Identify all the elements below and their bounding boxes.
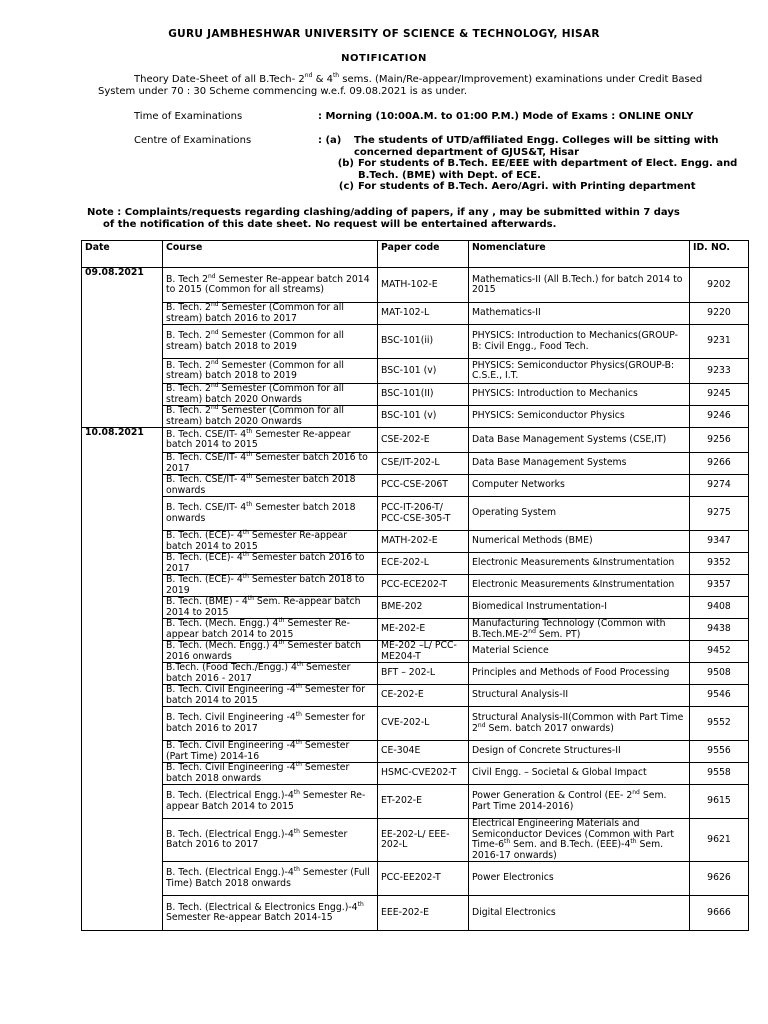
cell-nomenclature: PHYSICS: Introduction to Mechanics: [469, 384, 690, 406]
cell-nomenclature: Manufacturing Technology (Common with B.Tech.ME-2nd Sem. PT): [469, 619, 690, 641]
table-row: [82, 553, 749, 575]
cell-nomenclature: Biomedical Instrumentation-I: [469, 597, 690, 619]
centre-item: [318, 181, 748, 193]
cell-course: B. Tech. CSE/IT- 4th Semester Re-appear batch 2014 to 2015: [163, 428, 378, 453]
cell-id: 9615: [690, 785, 749, 819]
cell-course: B. Tech. 2nd Semester (Common for all stream) batch 2020 Onwards: [163, 384, 378, 406]
table-row: [82, 763, 749, 785]
cell-id: 9233: [690, 359, 749, 384]
header-nomenclature: Nomenclature: [469, 241, 690, 268]
cell-id: 9408: [690, 597, 749, 619]
cell-paper-code: EEE-202-E: [378, 896, 469, 931]
note-line-1: Note : Complaints/requests regarding clashing/adding of papers, if any , may be submitted within 7 days: [87, 207, 680, 218]
table-row: [82, 303, 749, 325]
table-row: [82, 862, 749, 896]
cell-course: B. Tech. Civil Engineering -4th Semester for batch 2014 to 2015: [163, 685, 378, 707]
cell-paper-code: HSMC-CVE202-T: [378, 763, 469, 785]
cell-nomenclature: PHYSICS: Semiconductor Physics(GROUP-B: C.S.E., I.T.: [469, 359, 690, 384]
cell-paper-code: PCC-CSE-206T: [378, 475, 469, 497]
cell-course: B. Tech. CSE/IT- 4th Semester batch 2016 to 2017: [163, 453, 378, 475]
cell-paper-code: BME-202: [378, 597, 469, 619]
cell-course: B. Tech 2nd Semester Re-appear batch 2014 to 2015 (Common for all streams): [163, 268, 378, 303]
table-row: [82, 359, 749, 384]
cell-nomenclature: Power Generation & Control (EE- 2nd Sem. Part Time 2014-2016): [469, 785, 690, 819]
centre-label: Centre of Examinations: [134, 135, 252, 146]
notification-heading: NOTIFICATION: [341, 53, 427, 64]
table-body: [82, 268, 749, 931]
cell-nomenclature: Principles and Methods of Food Processing: [469, 663, 690, 685]
cell-paper-code: ET-202-E: [378, 785, 469, 819]
cell-paper-code: BSC-101 (v): [378, 359, 469, 384]
cell-id: 9245: [690, 384, 749, 406]
cell-id: 9256: [690, 428, 749, 453]
cell-id: 9246: [690, 406, 749, 428]
table-header-row: [82, 241, 749, 268]
cell-id: 9231: [690, 325, 749, 359]
cell-course: B. Tech. 2nd Semester (Common for all stream) batch 2020 Onwards: [163, 406, 378, 428]
cell-course: B. Tech. (Mech. Engg.) 4th Semester Re-appear batch 2014 to 2015: [163, 619, 378, 641]
centre-item-text: For students of B.Tech. Aero/Agri. with Printing department: [358, 181, 696, 192]
cell-course: B. Tech. CSE/IT- 4th Semester batch 2018 onwards: [163, 497, 378, 531]
table-row: [82, 619, 749, 641]
cell-nomenclature: PHYSICS: Semiconductor Physics: [469, 406, 690, 428]
cell-paper-code: MATH-102-E: [378, 268, 469, 303]
centre-list: [318, 135, 748, 193]
time-label: Time of Examinations: [134, 111, 243, 122]
cell-id: 9357: [690, 575, 749, 597]
cell-course: B. Tech. (Mech. Engg.) 4th Semester batch 2016 onwards: [163, 641, 378, 663]
table-row: [82, 741, 749, 763]
centre-item-text: The students of UTD/affiliated Engg. Colleges will be sitting with concerned department of GJUS&T, Hisar: [354, 135, 719, 158]
cell-nomenclature: Civil Engg. – Societal & Global Impact: [469, 763, 690, 785]
cell-id: 9274: [690, 475, 749, 497]
cell-id: 9666: [690, 896, 749, 931]
cell-nomenclature: Operating System: [469, 497, 690, 531]
cell-nomenclature: Structural Analysis-II: [469, 685, 690, 707]
cell-paper-code: CE-202-E: [378, 685, 469, 707]
cell-paper-code: CE-304E: [378, 741, 469, 763]
cell-id: 9556: [690, 741, 749, 763]
cell-id: 9558: [690, 763, 749, 785]
cell-paper-code: BSC-101 (v): [378, 406, 469, 428]
cell-paper-code: PCC-EE202-T: [378, 862, 469, 896]
cell-nomenclature: Data Base Management Systems (CSE,IT): [469, 428, 690, 453]
cell-course: B. Tech. 2nd Semester (Common for all stream) batch 2018 to 2019: [163, 325, 378, 359]
cell-id: 9621: [690, 819, 749, 862]
note-line-2: of the notification of this date sheet. No request will be entertained afterwards.: [103, 218, 557, 230]
cell-paper-code: PCC-ECE202-T: [378, 575, 469, 597]
cell-nomenclature: Design of Concrete Structures-II: [469, 741, 690, 763]
cell-course: B. Tech. (Electrical Engg.)-4th Semester Batch 2016 to 2017: [163, 819, 378, 862]
table-row: [82, 663, 749, 685]
cell-nomenclature: Digital Electronics: [469, 896, 690, 931]
table-row: [82, 428, 749, 453]
table-row: [82, 785, 749, 819]
table-row: [82, 497, 749, 531]
cell-course: B. Tech. (BME) - 4th Sem. Re-appear batch 2014 to 2015: [163, 597, 378, 619]
cell-paper-code: MAT-102-L: [378, 303, 469, 325]
cell-course: B. Tech. Civil Engineering -4th Semester batch 2018 onwards: [163, 763, 378, 785]
centre-item-text: For students of B.Tech. EE/EEE with department of Elect. Engg. and B.Tech. (BME) with Dept. of ECE.: [358, 158, 738, 181]
cell-date: 09.08.2021: [82, 268, 163, 428]
cell-nomenclature: Structural Analysis-II(Common with Part Time 2nd Sem. batch 2017 onwards): [469, 707, 690, 741]
cell-id: 9347: [690, 531, 749, 553]
time-value: : Morning (10:00A.M. to 01:00 P.M.) Mode of Exams : ONLINE ONLY: [318, 111, 694, 122]
table-row: [82, 896, 749, 931]
cell-paper-code: BSC-101(II): [378, 384, 469, 406]
centre-item: [318, 135, 748, 158]
cell-id: 9546: [690, 685, 749, 707]
cell-paper-code: CSE/IT-202-L: [378, 453, 469, 475]
table-row: [82, 325, 749, 359]
cell-id: 9626: [690, 862, 749, 896]
cell-id: 9266: [690, 453, 749, 475]
cell-paper-code: ME-202 –L/ PCC-ME204-T: [378, 641, 469, 663]
header-course: Course: [163, 241, 378, 268]
cell-id: 9352: [690, 553, 749, 575]
cell-nomenclature: Mathematics-II (All B.Tech.) for batch 2014 to 2015: [469, 268, 690, 303]
cell-nomenclature: Electronic Measurements &Instrumentation: [469, 553, 690, 575]
cell-course: B. Tech. 2nd Semester (Common for all stream) batch 2018 to 2019: [163, 359, 378, 384]
cell-course: B. Tech. (Electrical & Electronics Engg.)-4th Semester Re-appear Batch 2014-15: [163, 896, 378, 931]
cell-nomenclature: Material Science: [469, 641, 690, 663]
table-row: [82, 268, 749, 303]
table-row: [82, 453, 749, 475]
cell-id: 9452: [690, 641, 749, 663]
centre-item-marker: (b): [337, 158, 354, 169]
header-date: Date: [82, 241, 163, 268]
centre-item-marker: : (a): [318, 135, 342, 146]
cell-course: B. Tech. Civil Engineering -4th Semester (Part Time) 2014-16: [163, 741, 378, 763]
table-row: [82, 406, 749, 428]
cell-paper-code: CVE-202-L: [378, 707, 469, 741]
cell-paper-code: MATH-202-E: [378, 531, 469, 553]
cell-paper-code: CSE-202-E: [378, 428, 469, 453]
cell-course: B. Tech. (ECE)- 4th Semester batch 2018 to 2019: [163, 575, 378, 597]
cell-course: B. Tech. Civil Engineering -4th Semester for batch 2016 to 2017: [163, 707, 378, 741]
cell-course: B. Tech. (ECE)- 4th Semester Re-appear batch 2014 to 2015: [163, 531, 378, 553]
cell-id: 9275: [690, 497, 749, 531]
cell-id: 9438: [690, 619, 749, 641]
cell-date: 10.08.2021: [82, 428, 163, 931]
cell-nomenclature: Computer Networks: [469, 475, 690, 497]
cell-id: 9552: [690, 707, 749, 741]
table-row: [82, 475, 749, 497]
cell-nomenclature: Electronic Measurements &Instrumentation: [469, 575, 690, 597]
table-row: [82, 575, 749, 597]
table-row: [82, 819, 749, 862]
table-row: [82, 641, 749, 663]
note: [87, 207, 747, 230]
cell-id: 9508: [690, 663, 749, 685]
centre-item-marker: (c): [338, 181, 354, 192]
cell-course: B. Tech. CSE/IT- 4th Semester batch 2018 onwards: [163, 475, 378, 497]
table-row: [82, 597, 749, 619]
cell-course: B. Tech. 2nd Semester (Common for all stream) batch 2016 to 2017: [163, 303, 378, 325]
cell-nomenclature: PHYSICS: Introduction to Mechanics(GROUP-B: Civil Engg., Food Tech.: [469, 325, 690, 359]
table-row: [82, 707, 749, 741]
date-sheet-table: [81, 240, 749, 931]
intro-paragraph: Theory Date-Sheet of all B.Tech- 2nd & 4th sems. (Main/Re-appear/Improvement) examinations under Credit Based System under 70 : 30 Scheme commencing w.e.f. 09.08.2021 is as under.: [98, 72, 703, 97]
cell-nomenclature: Data Base Management Systems: [469, 453, 690, 475]
centre-item: [318, 158, 748, 181]
cell-nomenclature: Mathematics-II: [469, 303, 690, 325]
cell-paper-code: ME-202-E: [378, 619, 469, 641]
cell-nomenclature: Power Electronics: [469, 862, 690, 896]
table-row: [82, 531, 749, 553]
cell-paper-code: ECE-202-L: [378, 553, 469, 575]
table-row: [82, 384, 749, 406]
cell-nomenclature: Numerical Methods (BME): [469, 531, 690, 553]
cell-id: 9202: [690, 268, 749, 303]
header-id-no: ID. NO.: [690, 241, 749, 268]
cell-nomenclature: Electrical Engineering Materials and Semiconductor Devices (Common with Part Time-6th Sem. and B.Tech. (EEE)-4th Sem. 2016-17 onwards): [469, 819, 690, 862]
cell-course: B. Tech. (Electrical Engg.)-4th Semester (Full Time) Batch 2018 onwards: [163, 862, 378, 896]
university-title: GURU JAMBHESHWAR UNIVERSITY OF SCIENCE & TECHNOLOGY, HISAR: [168, 28, 600, 40]
table-row: [82, 685, 749, 707]
cell-id: 9220: [690, 303, 749, 325]
cell-course: B. Tech. (ECE)- 4th Semester batch 2016 to 2017: [163, 553, 378, 575]
header-paper-code: Paper code: [378, 241, 469, 268]
cell-paper-code: PCC-IT-206-T/ PCC-CSE-305-T: [378, 497, 469, 531]
cell-course: B.Tech. (Food Tech./Engg.) 4th Semester batch 2016 - 2017: [163, 663, 378, 685]
cell-paper-code: BFT – 202-L: [378, 663, 469, 685]
cell-paper-code: EE-202-L/ EEE-202-L: [378, 819, 469, 862]
cell-course: B. Tech. (Electrical Engg.)-4th Semester Re-appear Batch 2014 to 2015: [163, 785, 378, 819]
cell-paper-code: BSC-101(ii): [378, 325, 469, 359]
